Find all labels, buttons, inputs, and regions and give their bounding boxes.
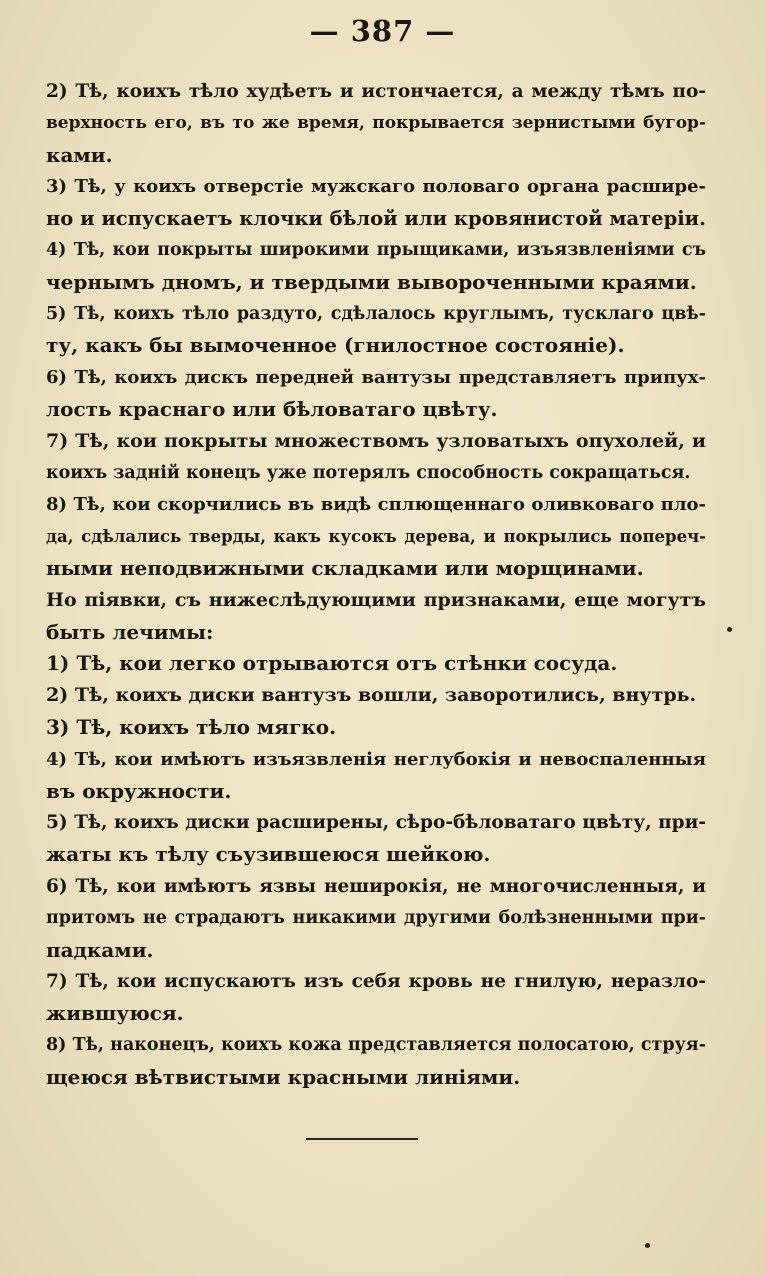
text-line: Но піявки, съ нижеслѣдующими признаками, еще могутъ xyxy=(46,588,706,611)
text-line: коихъ задній конецъ уже потерялъ способность сокращаться. xyxy=(46,462,691,483)
text-line: 5) Тѣ, коихъ тѣло раздуто, сдѣлалось круглымъ, тусклаго цвѣ- xyxy=(46,303,706,324)
text-line: 7) Тѣ, кои испускаютъ изъ себя кровь не гнилую, неразло- xyxy=(46,971,706,993)
text-line: ными неподвижными складками или морщинами. xyxy=(46,555,644,580)
text-line: ками. xyxy=(46,142,113,167)
text-line: но и испускаетъ клочки бѣлой или кровянистой матеріи. xyxy=(46,207,706,231)
text-line: 7) Тѣ, кои покрыты множествомъ узловатыхъ опухолей, и xyxy=(46,429,706,452)
section-divider xyxy=(306,1138,418,1140)
text-line: 2) Тѣ, коихъ диски вантузъ вошли, заворотились, внутрь. xyxy=(46,684,697,707)
page-number: — 387 — xyxy=(309,14,456,48)
text-line: лость краснаго или бѣловатаго цвѣту. xyxy=(46,396,498,421)
text-line: 1) Тѣ, кои легко отрываются отъ стѣнки сосуда. xyxy=(46,651,618,676)
text-line: 8) Тѣ, наконецъ, коихъ кожа представляется полосатою, струя- xyxy=(46,1034,706,1055)
text-line: 4) Тѣ, кои покрыты широкими прыщиками, изъязвленіями съ xyxy=(46,239,706,260)
text-line: 3) Тѣ, коихъ тѣло мягко. xyxy=(46,714,337,739)
text-line: въ окружности. xyxy=(46,778,232,803)
page-text xyxy=(46,76,706,1094)
text-line: да, сдѣлались тверды, какъ кусокъ дерева, и покрылись попереч- xyxy=(46,527,706,547)
text-line: 6) Тѣ, кои имѣютъ язвы неширокія, не многочисленныя, и xyxy=(46,875,706,897)
text-line: 3) Тѣ, у коихъ отверстіе мужскаго половаго органа расшире- xyxy=(46,176,706,198)
text-line: 6) Тѣ, коихъ дискъ передней вантузы представляетъ припух- xyxy=(46,367,706,389)
text-line: 5) Тѣ, коихъ диски расширены, сѣро-бѣловатаго цвѣту, при- xyxy=(46,812,706,834)
text-line: жаты къ тѣлу съузившеюся шейкою. xyxy=(46,842,491,867)
text-line: верхность его, въ то же время, покрывается зернистыми бугор- xyxy=(46,112,706,133)
text-line: 4) Тѣ, кои имѣютъ изъязвленія неглубокія и невоспаленныя xyxy=(46,748,706,770)
text-line: щеюся вѣтвистыми красными линіями. xyxy=(46,1064,521,1089)
text-line: 2) Тѣ, коихъ тѣло худѣетъ и истончается, а между тѣмъ по- xyxy=(46,81,706,102)
ink-speck xyxy=(727,627,732,632)
ink-speck xyxy=(645,1243,650,1248)
text-line: падками. xyxy=(46,937,154,962)
text-line: 8) Тѣ, кои скорчились въ видѣ сплющеннаго оливковаго пло- xyxy=(46,494,706,516)
text-line: притомъ не страдаютъ никакими другими болѣзненными при- xyxy=(46,907,706,928)
text-line: ту, какъ бы вымоченное (гнилостное состояніе). xyxy=(46,333,625,358)
text-line: быть лечимы: xyxy=(46,619,214,644)
text-line: жившуюся. xyxy=(46,1001,184,1026)
text-line: чернымъ дномъ, и твердыми вывороченными краями. xyxy=(46,269,697,294)
